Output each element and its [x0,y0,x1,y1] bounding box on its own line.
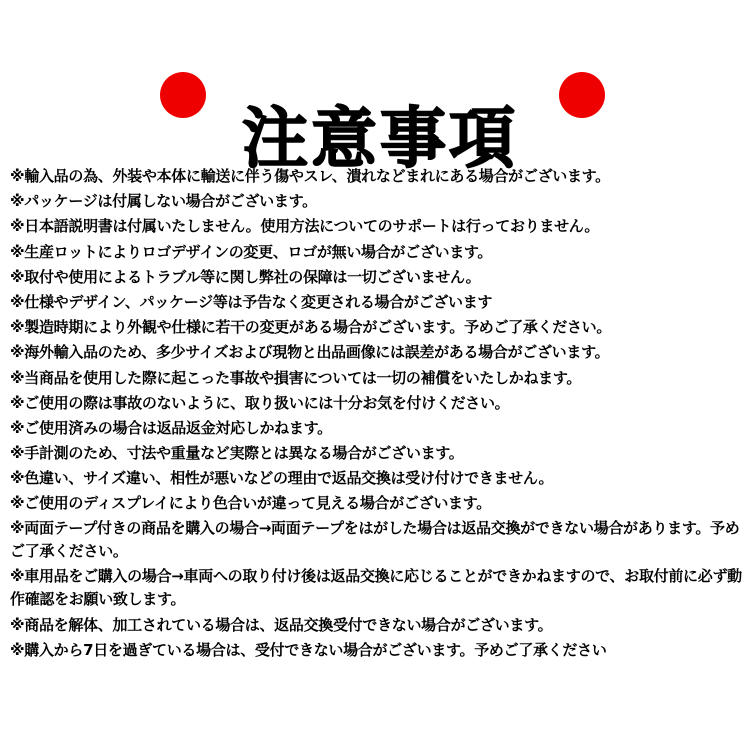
note-item: ※海外輸入品のため、多少サイズおよび現物と出品画像には誤差がある場合がございます。 [10,343,610,362]
note-item: ※パッケージは付属しない場合がございます。 [10,192,317,211]
note-item: ※輸入品の為、外装や本体に輸送に伴う傷やスレ、潰れなどまれにある場合がございます。 [10,167,610,185]
note-item: ※色違い、サイズ違い、相性が悪いなどの理由で返品交換は受け付けできません。 [10,469,554,488]
note-item: ※日本語説明書は付属いたしません。使用方法についてのサポートは行っておりません。 [10,217,600,236]
page-title: 注意事項 [242,100,518,178]
note-item: ※車用品をご購入の場合→車両への取り付け後は返品交換に応じることができかねますので、お取付前に必ず動作確認をお願い致します。 [10,566,742,609]
note-item: ※ご使用のディスプレイにより色合いが違って見える場合がございます。 [10,494,491,513]
note-item: ※製造時期により外観や仕様に若干の変更がある場合がございます。予めご了承ください。 [10,318,612,337]
notes-list [10,164,745,663]
red-dot-icon [559,72,605,118]
red-dot-icon [160,72,206,118]
note-item: ※ご使用の際は事故のないように、取り扱いには十分お気を付けください。 [10,393,510,412]
note-item: ※当商品を使用した際に起こった事故や損害については一切の補償をいたしかねます。 [10,368,582,387]
note-item: ※取付や使用によるトラブル等に関し弊社の保障は一切ございません。 [10,267,481,286]
note-item: ※購入から7日を過ぎている場合は、受付できない場合がございます。予めご了承ください [10,641,607,660]
note-item: ※ご使用済みの場合は返品返金対応しかねます。 [10,418,332,437]
note-item: ※生産ロットによりロゴデザインの変更、ロゴが無い場合がございます。 [10,242,493,261]
note-item: ※両面テープ付きの商品を購入の場合→両面テープをはがした場合は返品交換ができない場合があります。予めご了承ください。 [10,518,740,561]
note-item: ※手計測のため、寸法や重量など実際とは異なる場合がございます。 [10,444,464,463]
note-item: ※商品を解体、加工されている場合は、返品交換受付できない場合がございます。 [10,616,553,634]
note-item: ※仕様やデザイン、パッケージ等は予告なく変更される場合がございます [10,292,493,311]
